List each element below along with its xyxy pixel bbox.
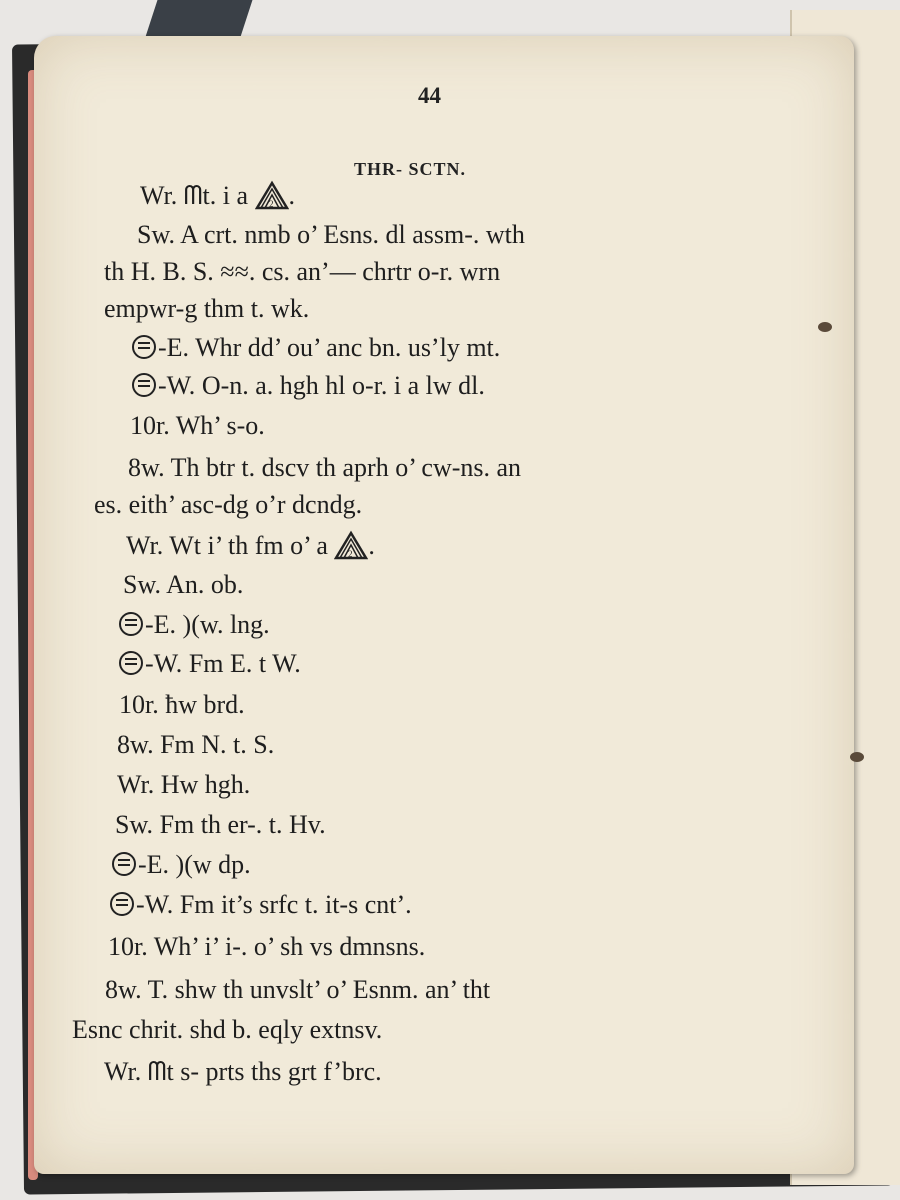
line-text: Fm th er-. t. Hv. [159, 810, 326, 839]
line-text: ᗰt s- prts ths grt f’brc. [147, 1057, 382, 1086]
speaker-label: Wr. [140, 181, 178, 210]
speaker-label: -W. [145, 649, 183, 678]
text-line [119, 690, 245, 720]
speaker-label: Wr. [117, 770, 155, 799]
text-line [126, 530, 375, 561]
speaker-label: 10r. [119, 690, 159, 719]
svg-text:2: 2 [268, 199, 273, 209]
speaker-label: -W. [158, 371, 196, 400]
text-line [72, 1015, 382, 1045]
text-line [104, 1057, 382, 1088]
line-text: A crt. nmb o’ Esns. dl assm-. wth [180, 220, 525, 249]
tent-symbol-icon [334, 530, 368, 560]
line-text: empwr-g thm t. wk. [104, 294, 310, 323]
tent-symbol-icon [255, 180, 289, 210]
face-symbol-icon [112, 852, 136, 876]
speaker-label: 10r. [130, 411, 170, 440]
text-line [132, 333, 500, 363]
line-text: Wt i’ th fm o’ a [169, 531, 328, 560]
speaker-label: 10r. [108, 932, 148, 961]
line-text: Fm E. t W. [188, 649, 301, 678]
text-line [104, 257, 500, 287]
speaker-label: -E. [145, 610, 177, 639]
text-line [117, 730, 274, 760]
speaker-label: Wr. [104, 1057, 142, 1086]
line-suffix: . [288, 181, 295, 210]
text-line [94, 490, 362, 520]
face-symbol-icon [110, 892, 134, 916]
speaker-label: -E. [138, 850, 170, 879]
text-line [105, 975, 490, 1005]
line-text: ħw brd. [165, 690, 245, 719]
text-line [108, 932, 425, 962]
text-line [119, 649, 301, 679]
speaker-label: Wr. [126, 531, 164, 560]
text-line [110, 890, 412, 920]
speaker-label: -W. [136, 890, 174, 919]
line-text: Fm it’s srfc t. it-s cnt’. [179, 890, 412, 919]
speaker-label: 8w. [117, 730, 154, 759]
face-symbol-icon [119, 612, 143, 636]
text-line [115, 810, 326, 840]
text-line [128, 453, 521, 483]
text-line [119, 610, 270, 640]
line-text: th H. B. S. ≈≈. cs. an’— chrtr o-r. wrn [104, 257, 501, 286]
line-text: ᗰt. i a [183, 181, 248, 210]
line-text: O-n. a. hgh hl o-r. i a lw dl. [201, 371, 485, 400]
text-line [112, 850, 251, 880]
speaker-label: -E. [158, 333, 190, 362]
speaker-label: Sw. [115, 810, 154, 839]
speaker-label: Sw. [123, 570, 162, 599]
face-symbol-icon [119, 651, 143, 675]
line-text: Th btr t. dscv th aprh o’ cw-ns. an [170, 453, 522, 482]
section-title: THR- SCTN. [354, 159, 467, 179]
speaker-label: 8w. [105, 975, 142, 1004]
line-text: Wh’ s-o. [175, 411, 265, 440]
line-text: )(w. lng. [182, 610, 270, 639]
text-line [130, 411, 265, 441]
line-text: An. ob. [166, 570, 244, 599]
line-text: Whr dd’ ou’ anc bn. us’ly mt. [195, 333, 501, 362]
face-symbol-icon [132, 335, 156, 359]
text-line [140, 180, 295, 212]
line-text: T. shw th unvslt’ o’ Esnm. an’ tht [147, 975, 491, 1004]
text-line [137, 220, 525, 250]
line-text: Fm N. t. S. [160, 730, 275, 759]
line-text: es. eith’ asc-dg o’r dcndg. [94, 490, 363, 519]
line-suffix: . [368, 531, 375, 560]
speaker-label: 8w. [128, 453, 165, 482]
line-text: Esnc chrit. shd b. eqly extnsv. [72, 1015, 383, 1044]
svg-text:2: 2 [348, 549, 353, 559]
text-line [132, 371, 485, 401]
text-line [123, 570, 243, 600]
text-line [104, 294, 309, 324]
line-text: Wh’ i’ i-. o’ sh vs dmnsns. [153, 932, 426, 961]
page-number: 44 [418, 83, 441, 108]
line-text: )(w dp. [175, 850, 251, 879]
line-text: Hw hgh. [160, 770, 251, 799]
face-symbol-icon [132, 373, 156, 397]
text-line [117, 770, 250, 800]
speaker-label: Sw. [137, 220, 176, 249]
